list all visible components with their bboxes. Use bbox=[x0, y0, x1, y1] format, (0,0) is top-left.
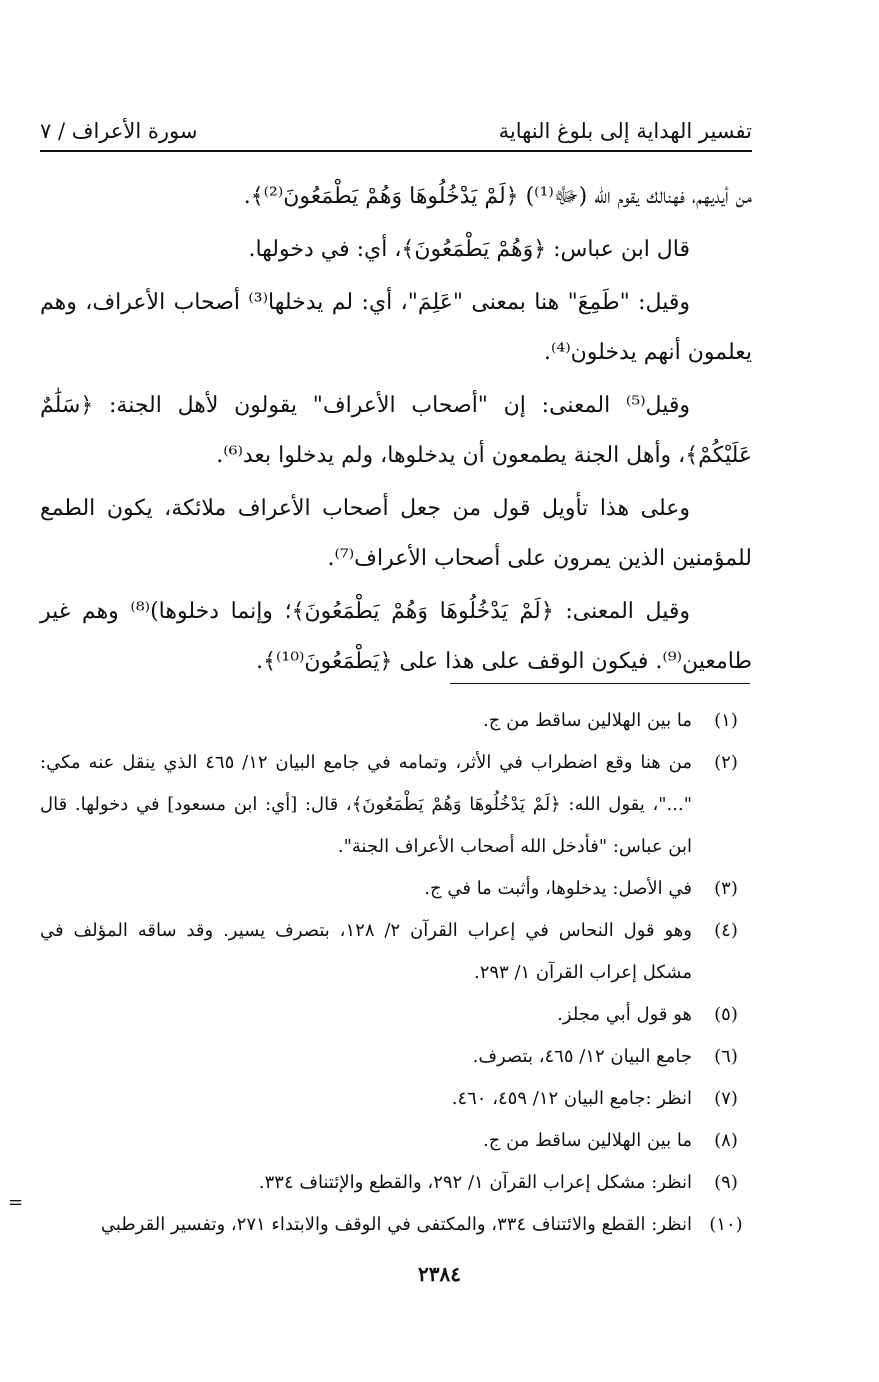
footnote-number: (٦) bbox=[714, 1046, 738, 1067]
footnote bbox=[40, 1162, 752, 1204]
footnote-divider bbox=[450, 683, 750, 684]
footnote-number: (٨) bbox=[714, 1130, 738, 1151]
footnote-number: (٧) bbox=[714, 1088, 738, 1109]
footnote-number: (١٠) bbox=[709, 1214, 743, 1235]
footnote bbox=[40, 1036, 752, 1078]
footnote bbox=[40, 742, 752, 868]
paragraph: وعلى هذا تأويل قول من جعل أصحاب الأعراف ملائكة، يكون الطمع للمؤمنين الذين يمرون على أصحاب الأعراف⁽⁷⁾. bbox=[40, 496, 752, 571]
footnote-text: ما بين الهلالين ساقط من ج. bbox=[483, 1130, 692, 1151]
footnote-text: في الأصل: يدخلوها، وأثبت ما في ج. bbox=[424, 878, 692, 899]
footnote-text: ما بين الهلالين ساقط من ج. bbox=[483, 710, 692, 731]
paragraph: وقيل: "طَمِعَ" هنا بمعنى "عَلِمَ"، أي: لم يدخلها⁽³⁾ أصحاب الأعراف، وهم يعلمون أنهم يدخلون⁽⁴⁾. bbox=[40, 290, 752, 365]
footnote-number: (٣) bbox=[714, 878, 738, 899]
footnote bbox=[40, 1204, 752, 1246]
footnote-text: هو قول أبي مجلز. bbox=[557, 1004, 692, 1025]
footnote bbox=[40, 1078, 752, 1120]
footnote bbox=[40, 700, 752, 742]
footnote-text: انظر: مشكل إعراب القرآن ١/ ٢٩٢، والقطع والإئتناف ٣٣٤. bbox=[258, 1172, 692, 1193]
footnote-text: انظر: القطع والائتناف ٣٣٤، والمكتفى في الوقف والابتداء ٢٧١، وتفسير القرطبي bbox=[100, 1214, 692, 1235]
footnote-number: (٥) bbox=[714, 1004, 738, 1025]
footnote-number: (١) bbox=[714, 710, 738, 731]
running-header bbox=[40, 112, 752, 152]
footnote-number: (٢) bbox=[714, 752, 738, 773]
footnote-text: من هنا وقع اضطراب في الأثر، وتمامه في جامع البيان ١٢/ ٤٦٥ الذي ينقل عنه مكي: "..."، يقول الله: ﴿لَمْ يَدْخُلُوهَا وَهُمْ يَطْمَعُونَ﴾، قال: [أي: ابن مسعود] في دخولها. قال ابن عباس: "فأدخل الله أصحاب الأعراف الجنة". bbox=[40, 752, 693, 857]
continuation-mark: = bbox=[8, 1192, 24, 1213]
footnote-text: جامع البيان ١٢/ ٤٦٥، بتصرف. bbox=[472, 1046, 692, 1067]
footnote bbox=[40, 910, 752, 994]
footnote-number: (٤) bbox=[714, 920, 738, 941]
footnote bbox=[40, 1120, 752, 1162]
footnote bbox=[40, 868, 752, 910]
book-title: تفسير الهداية إلى بلوغ النهاية bbox=[498, 119, 752, 143]
footnote bbox=[40, 994, 752, 1036]
footnotes bbox=[40, 700, 752, 1246]
paragraph: وقيل المعنى: ﴿لَمْ يَدْخُلُوهَا وَهُمْ يَطْمَعُونَ﴾؛ وإنما دخلوها)⁽⁸⁾ وهم غير طامعين⁽⁹⁾. فيكون الوقف على هذا على ﴿يَطْمَعُونَ⁽¹⁰⁾﴾. bbox=[40, 599, 752, 674]
footnote-text: وهو قول النحاس في إعراب القرآن ٢/ ١٢٨، بتصرف يسير. وقد ساقه المؤلف في مشكل إعراب القرآن ١/ ٢٩٣. bbox=[40, 920, 692, 983]
main-text bbox=[40, 172, 752, 690]
footnote-text: انظر :جامع البيان ١٢/ ٤٥٩، ٤٦٠. bbox=[451, 1088, 692, 1109]
page-number: ٢٣٨٤ bbox=[418, 1262, 461, 1286]
surah-label: سورة الأعراف / ٧ bbox=[40, 119, 198, 143]
paragraph: قال ابن عباس: ﴿وَهُمْ يَطْمَعُونَ﴾، أي: في دخولها. bbox=[248, 237, 690, 262]
paragraph: من أيديهم، فهنالك يقوم الله (ﷻ⁽¹⁾) ﴿لَمْ يَدْخُلُوهَا وَهُمْ يَطْمَعُونَ⁽²⁾﴾. bbox=[243, 184, 752, 209]
paragraph: وقيل⁽⁵⁾ المعنى: إن "أصحاب الأعراف" يقولون لأهل الجنة: ﴿سَلَٰمٌ عَلَيْكُمْ﴾، وأهل الجنة يطمعون أن يدخلوها، ولم يدخلوا بعد⁽⁶⁾. bbox=[40, 393, 752, 468]
footnote-number: (٩) bbox=[714, 1172, 738, 1193]
